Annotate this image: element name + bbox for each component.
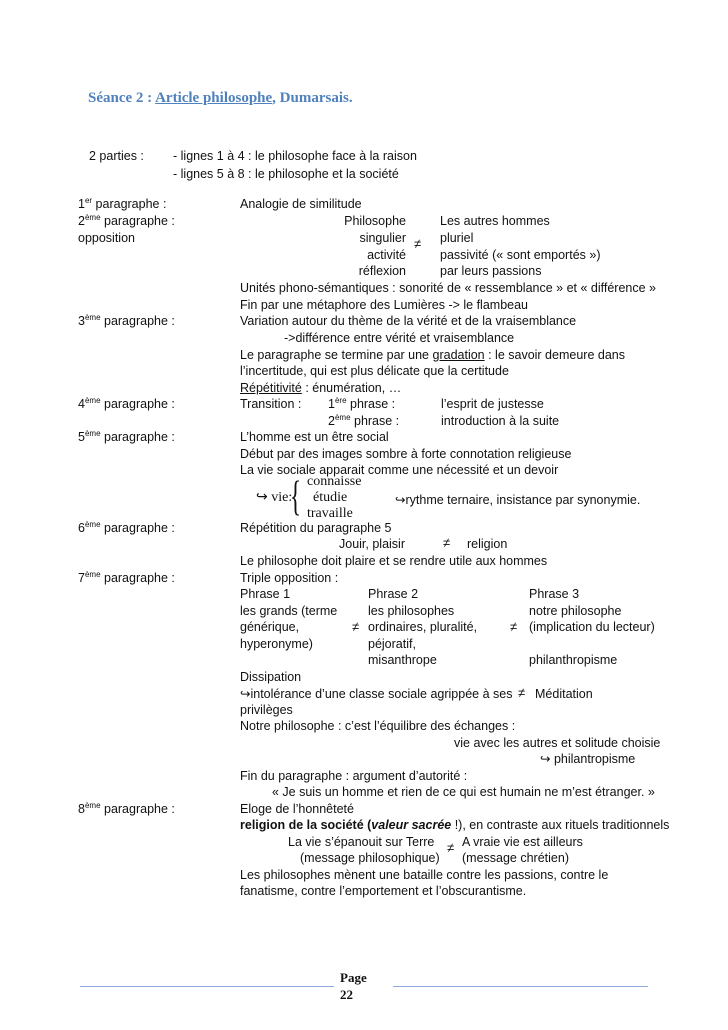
title-link[interactable]: Article philosophe xyxy=(155,90,273,106)
p4-label: 4ème paragraphe : xyxy=(78,395,175,411)
p7-col2-1: les philosophes xyxy=(368,604,455,618)
p2-label-cont: opposition xyxy=(78,231,135,245)
p8-line-2: religion de la société (valeur sacrée !), en contraste aux rituels traditionnels xyxy=(240,818,670,832)
p1-label: 1er paragraphe : xyxy=(78,195,167,211)
p8-line-6: fanatisme, contre l’emportement et l’obscurantisme. xyxy=(240,884,527,898)
p7-meditation: Méditation xyxy=(535,687,593,701)
p2-right-2: passivité (« sont emportés ») xyxy=(440,248,601,262)
p8-msg-philo: (message philosophique) xyxy=(300,851,440,865)
p5-line-3: La vie sociale apparait comme une nécessité et un devoir xyxy=(240,463,559,477)
p8-msg-chret: (message chrétien) xyxy=(462,851,569,865)
p7-vie-autres: vie avec les autres et solitude choisie xyxy=(454,736,661,750)
p6-label: 6ème paragraphe : xyxy=(78,519,175,535)
p6-religion: religion xyxy=(467,537,508,551)
p7-col2-0: Phrase 2 xyxy=(368,587,419,601)
p2-right-0: Les autres hommes xyxy=(440,214,550,228)
p2-neq: ≠ xyxy=(414,236,422,251)
p8-label: 8ème paragraphe : xyxy=(78,800,175,816)
p7-col3-2: (implication du lecteur) xyxy=(529,620,655,634)
p5-rythme: ↪rythme ternaire, insistance par synonymie. xyxy=(395,493,641,507)
p1-text: Analogie de similitude xyxy=(240,197,362,211)
p7-col1-3: hyperonyme) xyxy=(240,637,313,651)
p2-units: Unités phono-sémantiques : sonorité de « ressemblance » et « différence » xyxy=(240,281,656,295)
parts-line-1: - lignes 1 à 4 : le philosophe face à la raison xyxy=(173,149,417,163)
p3-line-5: Répétitivité : énumération, … xyxy=(240,381,402,395)
p8-vie-terre: La vie s’épanouit sur Terre xyxy=(288,835,435,849)
p5-label: 5ème paragraphe : xyxy=(78,428,175,444)
p4-transition: Transition : xyxy=(240,397,302,411)
p6-jouir: Jouir, plaisir xyxy=(339,537,405,551)
p3-line-4: l’incertitude, qui est plus délicate que la certitude xyxy=(240,364,509,378)
p8-neq: ≠ xyxy=(447,840,455,855)
p7-equilibre: Notre philosophe : c’est l’équilibre des échanges : xyxy=(240,719,516,733)
title-suffix: , Dumarsais. xyxy=(272,90,353,106)
p7-triple: Triple opposition : xyxy=(240,571,339,585)
p7-fin: Fin du paragraphe : argument d’autorité : xyxy=(240,769,468,783)
p4-phrase-1: 1ère phrase : xyxy=(328,395,396,411)
hook-arrow-icon: ↪ xyxy=(395,493,406,507)
footer-page-label: Page xyxy=(340,970,367,985)
p6-neq: ≠ xyxy=(443,535,451,550)
p5-word-2: travaille xyxy=(307,506,353,521)
p3-label: 3ème paragraphe : xyxy=(78,312,175,328)
p7-privileges: privilèges xyxy=(240,703,293,717)
p5-line-2: Début par des images sombre à forte connotation religieuse xyxy=(240,447,572,461)
hook-arrow-icon: ↪ xyxy=(256,490,268,505)
p4-phrase-2: 2ème phrase : xyxy=(328,412,400,428)
p7-philantropisme: ↪ philantropisme xyxy=(540,752,636,766)
p8-line-5: Les philosophes mènent une bataille contre les passions, contre le xyxy=(240,868,609,882)
p2-label: 2ème paragraphe : xyxy=(78,212,175,228)
p4-phrase-2-text: introduction à la suite xyxy=(441,414,560,428)
p3-line-3: Le paragraphe se termine par une gradation : le savoir demeure dans xyxy=(240,348,625,362)
p2-right-3: par leurs passions xyxy=(440,264,542,278)
p5-word-0: connaisse xyxy=(307,474,362,489)
p2-right-1: pluriel xyxy=(440,231,474,245)
p2-left-3: réflexion xyxy=(358,264,406,278)
footer-rule-right xyxy=(393,986,648,987)
p2-left-0: Philosophe xyxy=(344,214,406,228)
footer-page-number: 22 xyxy=(340,987,353,1002)
p4-phrase-1-text: l’esprit de justesse xyxy=(441,397,544,411)
p7-label: 7ème paragraphe : xyxy=(78,569,175,585)
p7-col3-4: philanthropisme xyxy=(529,653,618,667)
p7-col1-0: Phrase 1 xyxy=(240,587,291,601)
p3-line-2: ->différence entre vérité et vraisemblance xyxy=(284,331,515,345)
p7-neq-3: ≠ xyxy=(518,685,526,700)
title-prefix: Séance 2 : xyxy=(88,90,156,106)
p2-left-1: singulier xyxy=(359,231,406,245)
p7-col3-0: Phrase 3 xyxy=(529,587,580,601)
p5-line-1: L’homme est un être social xyxy=(240,430,389,444)
p7-col2-3: péjoratif, xyxy=(368,637,416,651)
p2-left-2: activité xyxy=(367,248,406,262)
p5-vie: ↪ vie: xyxy=(256,490,293,505)
p7-col2-2: ordinaires, pluralité, xyxy=(368,620,478,634)
footer-rule-left xyxy=(80,986,334,987)
p7-neq-2: ≠ xyxy=(510,619,518,634)
p5-word-1: étudie xyxy=(313,490,348,505)
p7-neq-1: ≠ xyxy=(352,619,360,634)
p8-vraie-vie: A vraie vie est ailleurs xyxy=(462,835,583,849)
p6-line-1: Répétition du paragraphe 5 xyxy=(240,521,392,535)
parts-line-2: - lignes 5 à 8 : le philosophe et la société xyxy=(173,167,399,181)
p2-fin: Fin par une métaphore des Lumières -> le flambeau xyxy=(240,298,529,312)
p7-col1-1: les grands (terme xyxy=(240,604,338,618)
page-title xyxy=(88,90,353,106)
p7-intolerance: ↪intolérance d’une classe sociale agrippée à ses xyxy=(240,687,513,701)
p8-line-1: Eloge de l’honnêteté xyxy=(240,802,354,816)
brace-icon: { xyxy=(290,474,302,520)
p7-quote: « Je suis un homme et rien de ce qui est humain ne m’est étranger. » xyxy=(272,785,655,799)
p7-dissipation: Dissipation xyxy=(240,670,302,684)
hook-arrow-icon: ↪ xyxy=(540,752,551,766)
p7-col3-1: notre philosophe xyxy=(529,604,622,618)
p6-line-3: Le philosophe doit plaire et se rendre utile aux hommes xyxy=(240,554,548,568)
p7-col2-4: misanthrope xyxy=(368,653,437,667)
p3-line-1: Variation autour du thème de la vérité et de la vraisemblance xyxy=(240,314,577,328)
parts-label: 2 parties : xyxy=(89,149,144,163)
hook-arrow-icon: ↪ xyxy=(240,687,251,701)
p7-col1-2: générique, xyxy=(240,620,300,634)
